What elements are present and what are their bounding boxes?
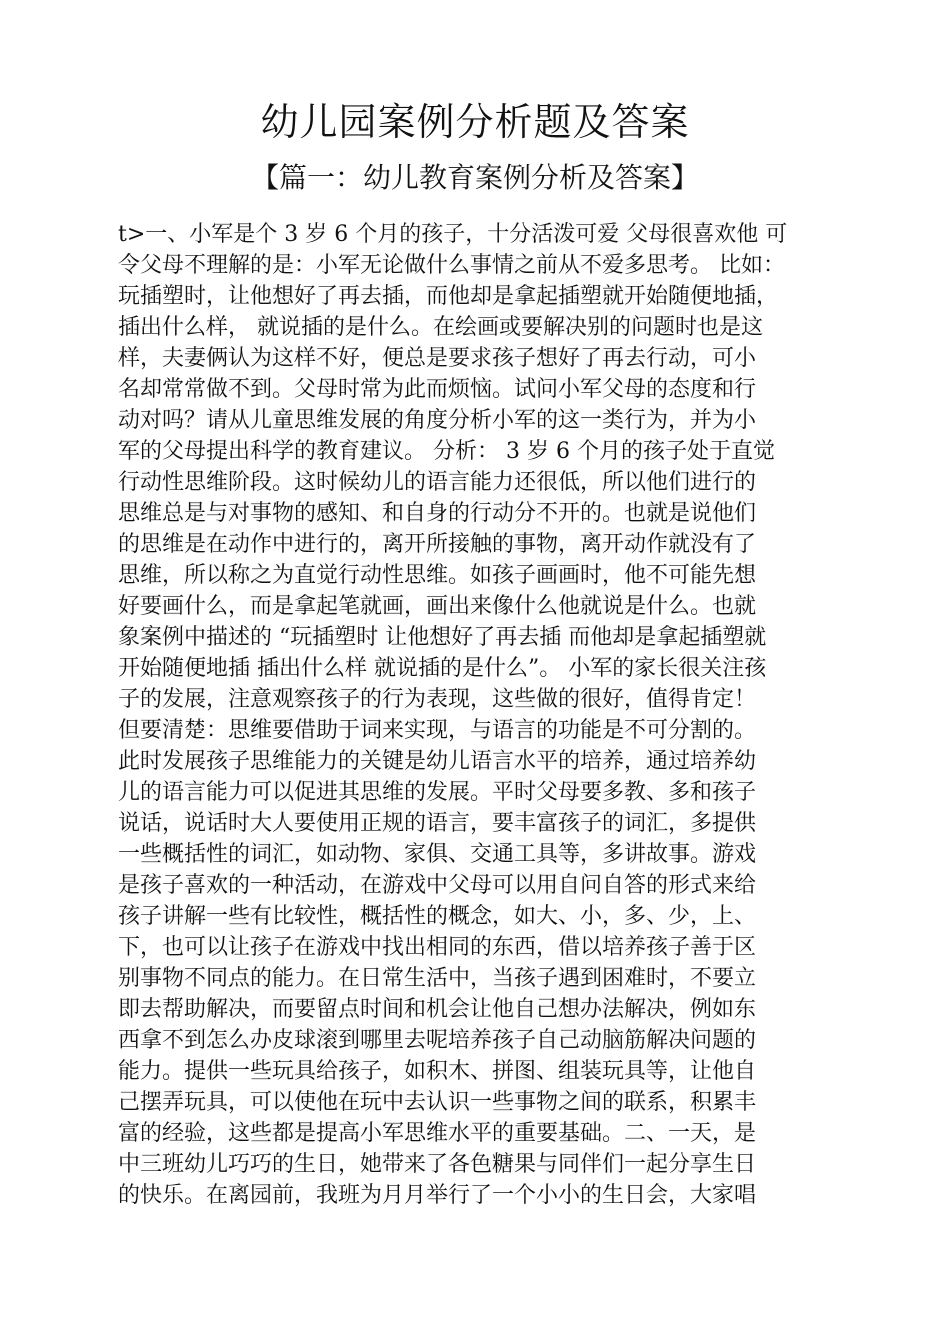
text-line: 行动性思维阶段。这时候幼儿的语言能力还很低，所以他们进行的: [118, 470, 757, 495]
body-text: [118, 219, 848, 1211]
text-line: 动对吗？请从儿童思维发展的角度分析小军的这一类行为，并为小: [118, 408, 757, 433]
text-line: 但要清楚：思维要借助于词来实现，与语言的功能是不可分割的。: [118, 718, 757, 743]
text-line: t>一、小军是个 3 岁 6 个月的孩子，十分活泼可爱 父母很喜欢他 可: [118, 222, 788, 247]
text-line: 说话，说话时大人要使用正规的语言，要丰富孩子的词汇，多提供: [118, 811, 757, 836]
text-line: 玩插塑时，让他想好了再去插，而他却是拿起插塑就开始随便地插，: [118, 284, 779, 309]
text-line: 己摆弄玩具，可以使他在玩中去认识一些事物之间的联系，积累丰: [118, 1090, 757, 1115]
text-line: 别事物不同点的能力。在日常生活中，当孩子遇到困难时，不要立: [118, 966, 757, 991]
text-line: 思维，所以称之为直觉行动性思维。如孩子画画时，他不可能先想: [118, 563, 757, 588]
text-line: 名却常常做不到。父母时常为此而烦恼。试问小军父母的态度和行: [118, 377, 757, 402]
section-heading: 【篇一：幼儿教育案例分析及答案】: [250, 161, 699, 194]
text-line: 下，也可以让孩子在游戏中找出相同的东西，借以培养孩子善于区: [118, 935, 757, 960]
text-line: 开始随便地插 插出什么样 就说插的是什么”。 小军的家长很关注孩: [118, 656, 767, 681]
text-line: 子的发展，注意观察孩子的行为表现，这些做的很好，值得肯定！: [118, 687, 757, 712]
text-line: 好要画什么，而是拿起笔就画，画出来像什么他就说是什么。也就: [118, 594, 757, 619]
text-line: 象案例中描述的 “玩插塑时 让他想好了再去插 而他却是拿起插塑就: [118, 625, 767, 650]
text-line: 儿的语言能力可以促进其思维的发展。平时父母要多教、多和孩子: [118, 780, 757, 805]
text-line: 军的父母提出科学的教育建议。 分析： 3 岁 6 个月的孩子处于直觉: [118, 439, 775, 464]
text-line: 一些概括性的词汇，如动物、家俱、交通工具等，多讲故事。游戏: [118, 842, 757, 867]
text-line: 此时发展孩子思维能力的关键是幼儿语言水平的培养，通过培养幼: [118, 749, 757, 774]
text-line: 插出什么样， 就说插的是什么。在绘画或要解决别的问题时也是这: [118, 315, 763, 340]
document-title: 幼儿园案例分析题及答案: [260, 100, 690, 144]
text-line: 是孩子喜欢的一种活动，在游戏中父母可以用自问自答的形式来给: [118, 873, 757, 898]
text-line: 的快乐。在离园前，我班为月月举行了一个小小的生日会，大家唱: [118, 1183, 757, 1208]
text-line: 孩子讲解一些有比较性，概括性的概念，如大、小，多、少，上、: [118, 904, 757, 929]
text-line: 令父母不理解的是：小军无论做什么事情之前从不爱多思考。 比如：: [118, 253, 785, 278]
text-line: 的思维是在动作中进行的，离开所接触的事物，离开动作就没有了: [118, 532, 757, 557]
text-line: 样，夫妻俩认为这样不好，便总是要求孩子想好了再去行动，可小: [118, 346, 757, 371]
text-line: 能力。提供一些玩具给孩子，如积木、拼图、组装玩具等，让他自: [118, 1059, 757, 1084]
text-line: 中三班幼儿巧巧的生日，她带来了各色糖果与同伴们一起分享生日: [118, 1152, 757, 1177]
text-line: 思维总是与对事物的感知、和自身的行动分不开的。也就是说他们: [118, 501, 757, 526]
text-line: 即去帮助解决，而要留点时间和机会让他自己想办法解决，例如东: [118, 997, 757, 1022]
text-line: 富的经验，这些都是提高小军思维水平的重要基础。二、一天，是: [118, 1121, 757, 1146]
text-line: 西拿不到怎么办皮球滚到哪里去呢培养孩子自己动脑筋解决问题的: [118, 1028, 757, 1053]
